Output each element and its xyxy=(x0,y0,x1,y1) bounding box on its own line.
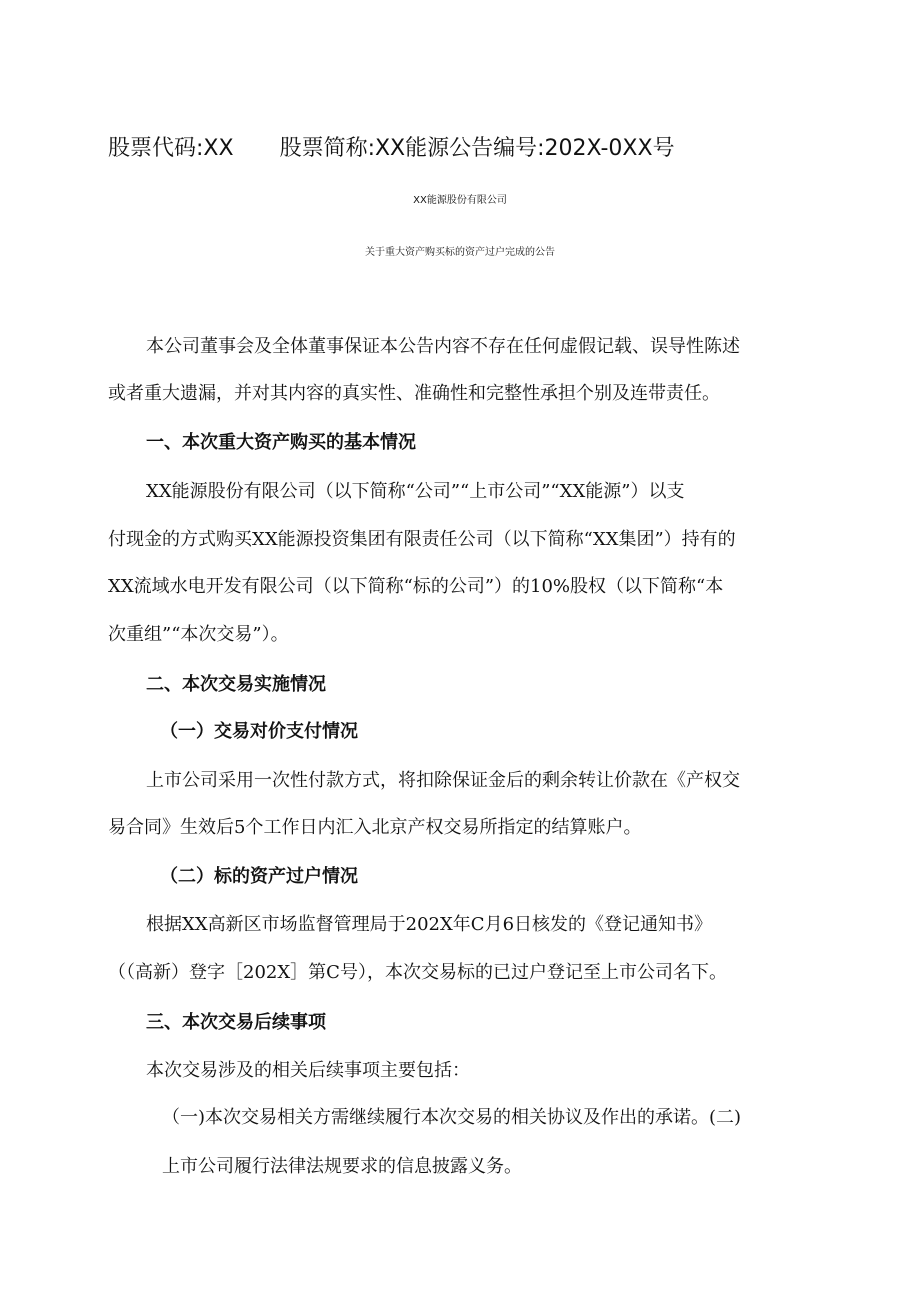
section-1-line-3: XX流域水电开发有限公司（以下简称“标的公司”）的10%股权（以下简称“本 xyxy=(108,576,724,597)
section-3-line-2: （一)本次交易相关方需继续履行本次交易的相关协议及作出的承诺。(二) xyxy=(162,1107,742,1128)
preamble-line-2: 或者重大遗漏，并对其内容的真实性、准确性和完整性承担个别及连带责任。 xyxy=(108,383,720,404)
section-3-line-1: 本次交易涉及的相关后续事项主要包括： xyxy=(146,1060,470,1081)
section-1-line-2: 付现金的方式购买XX能源投资集团有限责任公司（以下简称“XX集团”）持有的 xyxy=(108,529,736,550)
section-2-sub-2-line-2: （（高新）登字［202X］第C号），本次交易标的已过户登记至上市公司名下。 xyxy=(108,962,727,983)
stock-abbreviation-and-number: 股票简称:XX能源公告编号:202X-0XX号 xyxy=(279,136,675,161)
section-2-sub-1-heading: （一）交易对价支付情况 xyxy=(160,721,358,742)
announcement-title: 关于重大资产购买标的资产过户完成的公告 xyxy=(365,247,555,258)
section-3-heading: 三、本次交易后续事项 xyxy=(146,1012,326,1033)
preamble-line-1: 本公司董事会及全体董事保证本公告内容不存在任何虚假记载、误导性陈述 xyxy=(146,336,740,357)
stock-code: 股票代码:XX xyxy=(108,136,234,161)
section-2-sub-1-line-1: 上市公司采用一次性付款方式，将扣除保证金后的剩余转让价款在《产权交 xyxy=(146,770,740,791)
section-2-sub-1-line-2: 易合同》生效后5个工作日内汇入北京产权交易所指定的结算账户。 xyxy=(108,817,642,838)
section-1-heading: 一、本次重大资产购买的基本情况 xyxy=(146,432,416,453)
section-2-sub-2-heading: （二）标的资产过户情况 xyxy=(160,866,358,887)
section-2-heading: 二、本次交易实施情况 xyxy=(146,674,326,695)
section-2-sub-2-line-1: 根据XX高新区市场监督管理局于202X年C月6日核发的《登记通知书》 xyxy=(146,914,713,935)
section-1-line-1: XX能源股份有限公司（以下简称“公司”“上市公司”“XX能源”）以支 xyxy=(146,481,685,502)
section-1-line-4: 次重组”“本次交易”）。 xyxy=(108,624,289,645)
company-name: XX能源股份有限公司 xyxy=(413,195,507,206)
section-3-line-3: 上市公司履行法律法规要求的信息披露义务。 xyxy=(162,1156,522,1177)
announcement-header xyxy=(108,134,675,164)
